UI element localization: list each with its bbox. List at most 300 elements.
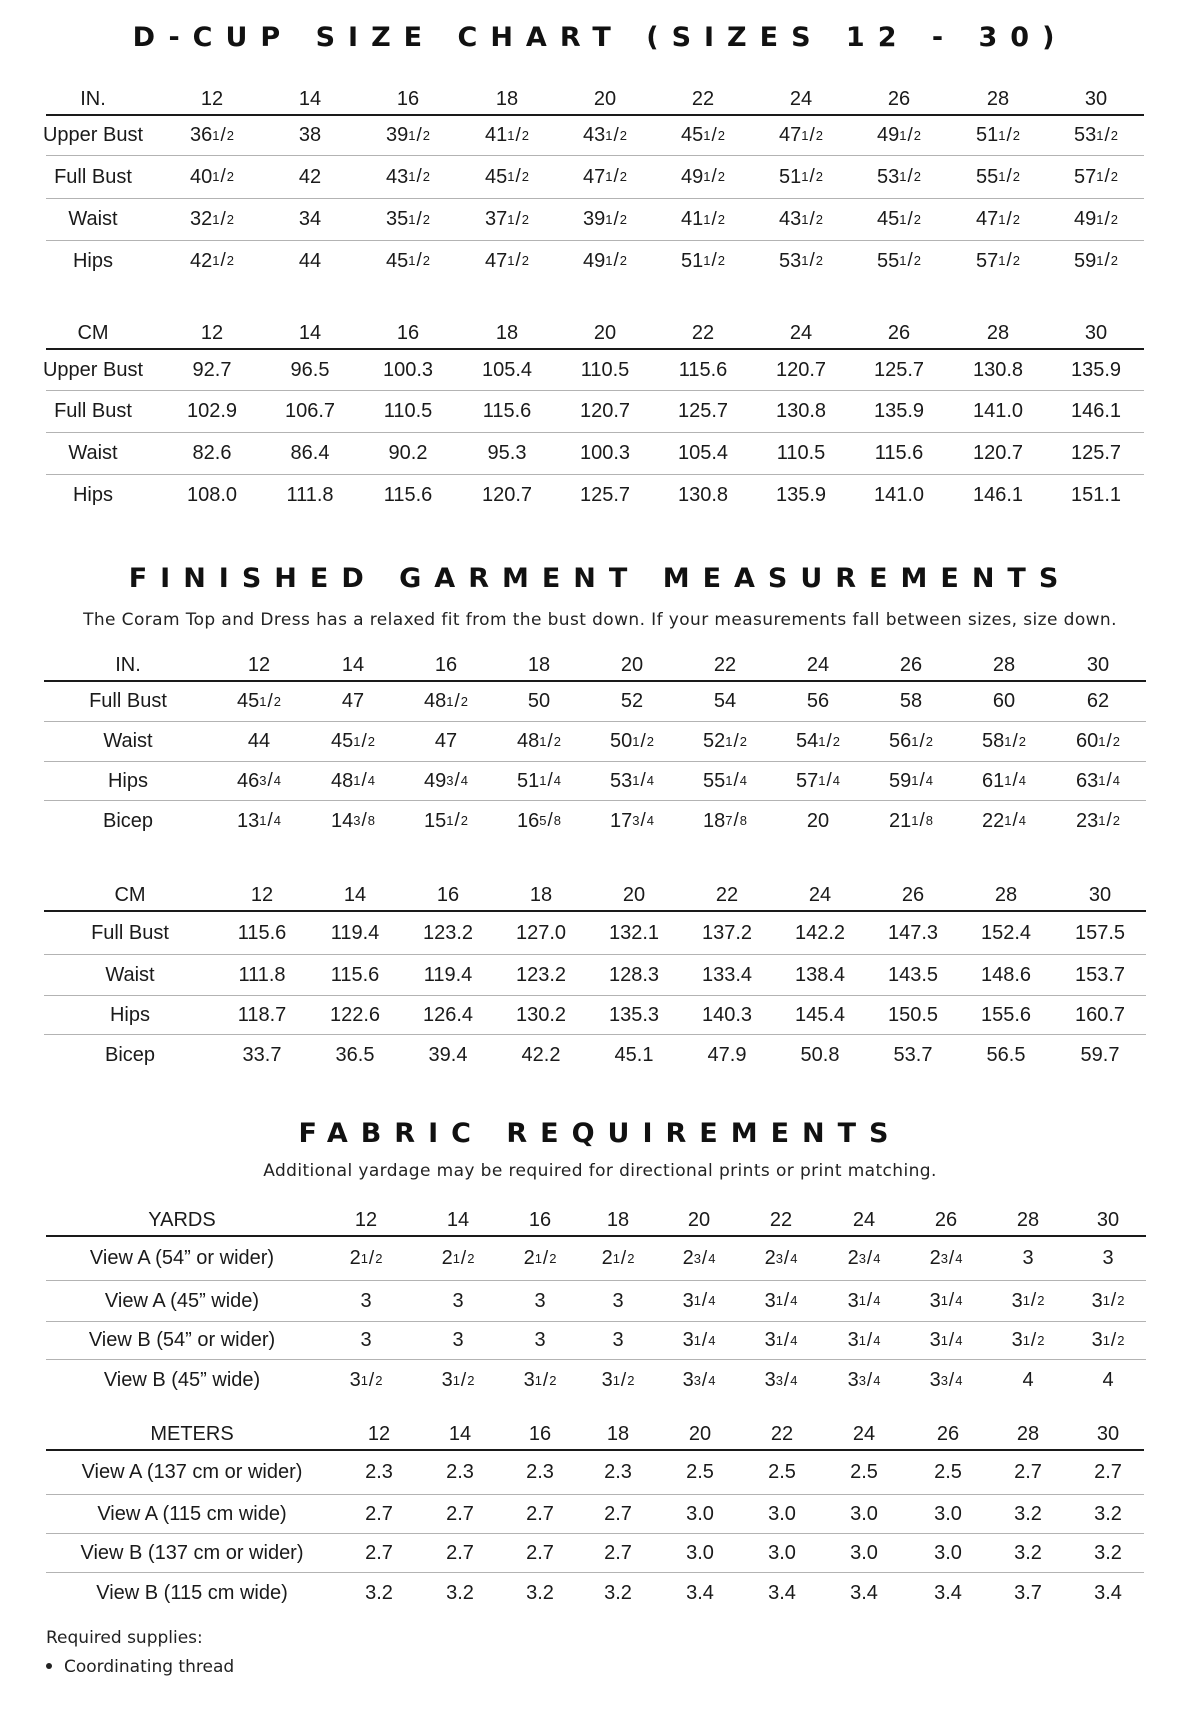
- value-cell: 122.6: [329, 1003, 381, 1026]
- value-cell: 2.7: [604, 1541, 632, 1564]
- size-header-cell: 14: [341, 653, 365, 676]
- table-row: [44, 682, 1146, 722]
- measurement-label-cell: Waist: [103, 730, 153, 752]
- value-cell: 110.5: [776, 442, 826, 464]
- value-cell: 41 1 / 2: [485, 124, 529, 146]
- value-cell: 125.7: [579, 483, 631, 506]
- value-cell: 59.7: [1080, 1043, 1120, 1066]
- value-cell: 125.7: [1070, 442, 1122, 464]
- size-header-cell: 12: [200, 87, 224, 110]
- value-cell: 2.5: [768, 1461, 796, 1483]
- value-cell: 115.6: [482, 400, 532, 422]
- value-cell: 145.4: [794, 1003, 846, 1026]
- value-cell: 135.3: [608, 1003, 660, 1026]
- garment-inches-table: [44, 650, 1146, 841]
- value-cell: 45 1 / 2: [485, 165, 529, 188]
- size-header-cell: 24: [806, 653, 830, 676]
- value-cell: 41 1 / 2: [681, 208, 725, 230]
- value-cell: 3.0: [686, 1502, 714, 1525]
- measurement-label-cell: Bicep: [102, 809, 154, 832]
- measurement-label-cell: Waist: [68, 208, 118, 230]
- value-cell: 130.8: [972, 358, 1024, 381]
- size-header-cell: 26: [887, 87, 911, 110]
- value-cell: 42 1 / 2: [190, 249, 234, 272]
- measurement-label-cell: Hips: [72, 483, 113, 506]
- value-cell: 22 1 / 4: [982, 809, 1026, 832]
- measurement-label-cell: View B (137 cm or wider): [80, 1541, 304, 1564]
- size-header-cell: 16: [396, 321, 420, 344]
- value-cell: 115.6: [383, 483, 433, 506]
- value-cell: 90.2: [388, 442, 428, 464]
- value-cell: 137.2: [701, 921, 753, 944]
- size-header-cell: 18: [529, 883, 553, 906]
- measurement-label-cell: Hips: [72, 249, 113, 272]
- value-cell: 49 1 / 2: [877, 124, 921, 146]
- fabric-meters-table: [46, 1419, 1144, 1613]
- value-cell: 102.9: [186, 400, 238, 422]
- value-cell: 3: [612, 1329, 624, 1351]
- value-cell: 2.3: [365, 1461, 393, 1483]
- size-header-cell: 20: [688, 1422, 712, 1445]
- supplies-item-text: Coordinating thread: [64, 1657, 235, 1677]
- size-chart-title: D-CUP SIZE CHART (SIZES 12 - 30): [132, 22, 1068, 53]
- unit-header-cell: METERS: [150, 1422, 234, 1445]
- measurement-label-cell: View B (54” or wider): [88, 1329, 276, 1351]
- value-cell: 3: [1022, 1247, 1034, 1269]
- table-row: [44, 955, 1146, 996]
- size-chart-cm-table: [42, 318, 1144, 515]
- size-header-cell: 22: [691, 87, 715, 110]
- value-cell: 2 1 / 2: [441, 1247, 475, 1269]
- value-cell: 43 1 / 2: [779, 208, 823, 230]
- value-cell: 47: [341, 690, 365, 712]
- value-cell: 105.4: [677, 442, 729, 464]
- measurement-label-cell: View A (45” wide): [104, 1289, 260, 1312]
- value-cell: 63 1 / 4: [1076, 769, 1120, 792]
- value-cell: 3.0: [934, 1541, 962, 1564]
- value-cell: 51 1 / 2: [779, 165, 823, 188]
- value-cell: 3.4: [850, 1581, 878, 1604]
- value-cell: 42: [298, 165, 322, 188]
- value-cell: 3.0: [850, 1502, 878, 1525]
- value-cell: 44: [247, 730, 271, 752]
- value-cell: 56.5: [986, 1043, 1026, 1066]
- value-cell: 55 1 / 4: [703, 769, 747, 792]
- table-header-row: [46, 84, 1144, 116]
- measurement-label-cell: View A (54” or wider): [89, 1247, 275, 1269]
- size-header-cell: 28: [994, 883, 1018, 906]
- size-header-cell: 14: [298, 87, 322, 110]
- measurement-label-cell: Full Bust: [91, 921, 169, 944]
- size-header-cell: 14: [298, 321, 322, 344]
- value-cell: 21 1 / 8: [889, 809, 933, 832]
- value-cell: 39.4: [428, 1043, 468, 1066]
- value-cell: 15 1 / 2: [424, 809, 468, 832]
- size-header-cell: 24: [789, 87, 813, 110]
- value-cell: 49 1 / 2: [1074, 208, 1118, 230]
- value-cell: 53 1 / 2: [1074, 124, 1118, 146]
- value-cell: 2 1 / 2: [523, 1247, 557, 1269]
- value-cell: 20: [806, 809, 830, 832]
- value-cell: 82.6: [192, 442, 232, 464]
- value-cell: 2.7: [365, 1541, 393, 1564]
- value-cell: 135.9: [1070, 358, 1122, 381]
- value-cell: 3.2: [1014, 1502, 1042, 1525]
- value-cell: 60 1 / 2: [1076, 730, 1120, 752]
- value-cell: 47.9: [707, 1043, 747, 1066]
- value-cell: 3.2: [1014, 1541, 1042, 1564]
- supplies-list-item: [46, 1657, 234, 1677]
- value-cell: 47: [434, 730, 458, 752]
- value-cell: 152.4: [980, 921, 1032, 944]
- value-cell: 58 1 / 2: [982, 730, 1026, 752]
- value-cell: 125.7: [873, 358, 925, 381]
- size-header-cell: 30: [1096, 1208, 1120, 1231]
- value-cell: 39 1 / 2: [386, 124, 430, 146]
- value-cell: 118.7: [237, 1003, 287, 1026]
- value-cell: 45 1 / 2: [877, 208, 921, 230]
- value-cell: 51 1 / 2: [976, 124, 1020, 146]
- size-header-cell: 24: [852, 1208, 876, 1231]
- value-cell: 141.0: [972, 400, 1024, 422]
- table-row: [46, 1573, 1144, 1613]
- table-row: [46, 156, 1144, 199]
- value-cell: 55 1 / 2: [976, 165, 1020, 188]
- value-cell: 3 3 / 4: [929, 1369, 963, 1391]
- size-header-cell: 26: [901, 883, 925, 906]
- value-cell: 110.5: [580, 358, 630, 381]
- value-cell: 3.7: [1014, 1581, 1042, 1604]
- size-header-cell: 18: [495, 87, 519, 110]
- value-cell: 48 1 / 2: [424, 690, 468, 712]
- value-cell: 86.4: [290, 442, 330, 464]
- size-header-cell: 24: [808, 883, 832, 906]
- table-row: [44, 762, 1146, 801]
- value-cell: 132.1: [608, 921, 660, 944]
- value-cell: 142.2: [794, 921, 846, 944]
- value-cell: 18 7 / 8: [703, 809, 747, 832]
- value-cell: 2.5: [850, 1461, 878, 1483]
- value-cell: 45.1: [614, 1043, 654, 1066]
- size-header-cell: 14: [446, 1208, 470, 1231]
- value-cell: 2.3: [446, 1461, 474, 1483]
- value-cell: 135.9: [775, 483, 827, 506]
- value-cell: 153.7: [1074, 963, 1126, 986]
- value-cell: 50.8: [800, 1043, 840, 1066]
- size-header-cell: 22: [770, 1422, 794, 1445]
- value-cell: 2 1 / 2: [349, 1247, 383, 1269]
- size-header-cell: 28: [986, 321, 1010, 344]
- value-cell: 2.7: [1014, 1461, 1042, 1483]
- value-cell: 3 1 / 4: [682, 1289, 716, 1312]
- value-cell: 16 5 / 8: [517, 809, 561, 832]
- table-row: [46, 391, 1144, 433]
- value-cell: 60: [992, 690, 1016, 712]
- value-cell: 3 1 / 2: [1091, 1329, 1125, 1351]
- value-cell: 138.4: [794, 963, 846, 986]
- supplies-label: Required supplies:: [46, 1628, 203, 1648]
- table-row: [44, 801, 1146, 841]
- value-cell: 115.6: [330, 963, 380, 986]
- value-cell: 92.7: [192, 358, 232, 381]
- value-cell: 13 1 / 4: [237, 809, 281, 832]
- value-cell: 48 1 / 2: [517, 730, 561, 752]
- fabric-yards-table: [46, 1205, 1146, 1401]
- size-header-cell: 20: [593, 87, 617, 110]
- value-cell: 111.8: [286, 483, 334, 506]
- value-cell: 14 3 / 8: [331, 809, 375, 832]
- size-header-cell: 22: [715, 883, 739, 906]
- measurement-label-cell: Full Bust: [54, 165, 132, 188]
- table-row: [46, 433, 1144, 475]
- value-cell: 130.2: [515, 1003, 567, 1026]
- value-cell: 3.0: [934, 1502, 962, 1525]
- size-header-cell: 12: [250, 883, 274, 906]
- size-header-cell: 24: [789, 321, 813, 344]
- value-cell: 62: [1086, 690, 1110, 712]
- value-cell: 140.3: [701, 1003, 753, 1026]
- value-cell: 50 1 / 2: [610, 730, 654, 752]
- value-cell: 34: [298, 208, 322, 230]
- table-row: [46, 1281, 1146, 1322]
- value-cell: 2 1 / 2: [601, 1247, 635, 1269]
- size-header-cell: 18: [495, 321, 519, 344]
- garment-cm-table: [44, 880, 1146, 1075]
- table-header-row: [44, 880, 1146, 912]
- value-cell: 3 1 / 2: [1091, 1289, 1125, 1312]
- value-cell: 3: [612, 1289, 624, 1312]
- value-cell: 57 1 / 2: [976, 249, 1020, 272]
- table-header-row: [46, 1205, 1146, 1237]
- value-cell: 38: [298, 124, 322, 146]
- value-cell: 2.7: [526, 1541, 554, 1564]
- value-cell: 3.4: [1094, 1581, 1122, 1604]
- size-header-cell: 30: [1086, 653, 1110, 676]
- value-cell: 123.2: [515, 963, 567, 986]
- value-cell: 133.4: [701, 963, 753, 986]
- value-cell: 2.7: [446, 1541, 474, 1564]
- size-header-cell: 28: [1016, 1208, 1040, 1231]
- value-cell: 47 1 / 2: [779, 124, 823, 146]
- value-cell: 115.6: [874, 442, 924, 464]
- value-cell: 52: [620, 690, 644, 712]
- value-cell: 147.3: [887, 921, 939, 944]
- table-row: [44, 1035, 1146, 1075]
- value-cell: 143.5: [887, 963, 939, 986]
- measurement-label-cell: Upper Bust: [42, 124, 144, 146]
- value-cell: 120.7: [775, 358, 827, 381]
- value-cell: 36.5: [335, 1043, 375, 1066]
- measurement-label-cell: Full Bust: [54, 400, 132, 422]
- size-header-cell: 22: [691, 321, 715, 344]
- value-cell: 54 1 / 2: [796, 730, 840, 752]
- size-header-cell: 16: [436, 883, 460, 906]
- table-row: [46, 1322, 1146, 1360]
- value-cell: 130.8: [775, 400, 827, 422]
- value-cell: 120.7: [972, 442, 1024, 464]
- size-header-cell: 12: [354, 1208, 378, 1231]
- value-cell: 123.2: [422, 921, 474, 944]
- measurement-label-cell: Full Bust: [89, 690, 167, 712]
- value-cell: 3: [534, 1289, 546, 1312]
- value-cell: 3.0: [768, 1502, 796, 1525]
- unit-header-cell: IN.: [115, 653, 141, 676]
- value-cell: 120.7: [481, 483, 533, 506]
- value-cell: 115.6: [237, 921, 287, 944]
- size-header-cell: 26: [934, 1208, 958, 1231]
- table-row: [46, 1360, 1146, 1401]
- value-cell: 155.6: [980, 1003, 1032, 1026]
- value-cell: 119.4: [423, 963, 473, 986]
- value-cell: 2 3 / 4: [682, 1247, 716, 1269]
- size-header-cell: 22: [769, 1208, 793, 1231]
- table-row: [46, 1451, 1144, 1495]
- value-cell: 157.5: [1074, 921, 1126, 944]
- unit-header-cell: CM: [114, 883, 146, 906]
- value-cell: 2.5: [686, 1461, 714, 1483]
- size-chart-inches-table: [42, 84, 1144, 281]
- value-cell: 35 1 / 2: [386, 208, 430, 230]
- value-cell: 46 3 / 4: [237, 769, 281, 792]
- unit-header-cell: CM: [77, 321, 109, 344]
- value-cell: 39 1 / 2: [583, 208, 627, 230]
- size-header-cell: 16: [528, 1208, 552, 1231]
- measurement-label-cell: View B (115 cm wide): [96, 1581, 288, 1604]
- value-cell: 2.7: [526, 1502, 554, 1525]
- measurement-label-cell: View B (45” wide): [103, 1369, 261, 1391]
- value-cell: 3 1 / 4: [764, 1329, 798, 1351]
- table-row: [46, 241, 1144, 281]
- value-cell: 126.4: [422, 1003, 474, 1026]
- fabric-requirements-subtitle: Additional yardage may be required for directional prints or print matching.: [263, 1161, 937, 1181]
- value-cell: 96.5: [290, 358, 330, 381]
- size-header-cell: 20: [687, 1208, 711, 1231]
- measurement-label-cell: Upper Bust: [42, 358, 144, 381]
- value-cell: 3.2: [1094, 1541, 1122, 1564]
- value-cell: 3 1 / 4: [929, 1289, 963, 1312]
- value-cell: 146.1: [1070, 400, 1122, 422]
- table-header-row: [46, 1419, 1144, 1451]
- value-cell: 106.7: [284, 400, 336, 422]
- value-cell: 95.3: [487, 442, 527, 464]
- size-header-cell: 24: [852, 1422, 876, 1445]
- table-row: [44, 722, 1146, 762]
- value-cell: 53 1 / 4: [610, 769, 654, 792]
- value-cell: 49 1 / 2: [681, 165, 725, 188]
- size-header-cell: 28: [986, 87, 1010, 110]
- value-cell: 150.5: [887, 1003, 939, 1026]
- value-cell: 108.0: [186, 483, 238, 506]
- size-header-cell: 22: [713, 653, 737, 676]
- unit-header-cell: YARDS: [148, 1208, 216, 1231]
- value-cell: 58: [899, 690, 923, 712]
- value-cell: 44: [298, 249, 322, 272]
- value-cell: 3 1 / 4: [847, 1289, 881, 1312]
- value-cell: 3 1 / 2: [441, 1369, 475, 1391]
- value-cell: 3.2: [446, 1581, 474, 1604]
- value-cell: 45 1 / 2: [681, 124, 725, 146]
- size-header-cell: 28: [1016, 1422, 1040, 1445]
- value-cell: 40 1 / 2: [190, 165, 234, 188]
- value-cell: 3 3 / 4: [682, 1369, 716, 1391]
- value-cell: 111.8: [238, 963, 286, 986]
- value-cell: 53.7: [893, 1043, 933, 1066]
- value-cell: 3 1 / 4: [682, 1329, 716, 1351]
- size-header-cell: 20: [620, 653, 644, 676]
- size-header-cell: 16: [396, 87, 420, 110]
- value-cell: 115.6: [678, 358, 728, 381]
- value-cell: 148.6: [980, 963, 1032, 986]
- value-cell: 57 1 / 2: [1074, 165, 1118, 188]
- size-header-cell: 18: [527, 653, 551, 676]
- value-cell: 2 3 / 4: [847, 1247, 881, 1269]
- value-cell: 130.8: [677, 483, 729, 506]
- value-cell: 2.7: [365, 1502, 393, 1525]
- size-header-cell: 18: [606, 1422, 630, 1445]
- size-header-cell: 20: [593, 321, 617, 344]
- value-cell: 3.2: [1094, 1502, 1122, 1525]
- size-header-cell: 16: [528, 1422, 552, 1445]
- value-cell: 2.7: [1094, 1461, 1122, 1483]
- value-cell: 3 1 / 4: [847, 1329, 881, 1351]
- value-cell: 45 1 / 2: [331, 730, 375, 752]
- bullet-icon: [46, 1663, 52, 1669]
- fabric-requirements-title: FABRIC REQUIREMENTS: [298, 1118, 902, 1149]
- garment-measurements-subtitle: The Coram Top and Dress has a relaxed fit from the bust down. If your measurements fall between sizes, size down.: [83, 610, 1117, 630]
- garment-measurements-title: FINISHED GARMENT MEASUREMENTS: [128, 563, 1072, 594]
- value-cell: 59 1 / 2: [1074, 249, 1118, 272]
- value-cell: 54: [713, 690, 737, 712]
- value-cell: 51 1 / 4: [517, 769, 561, 792]
- measurement-label-cell: View A (115 cm wide): [97, 1502, 287, 1525]
- table-row: [42, 350, 1144, 391]
- value-cell: 127.0: [515, 921, 567, 944]
- value-cell: 100.3: [382, 358, 434, 381]
- size-header-cell: 30: [1096, 1422, 1120, 1445]
- size-header-cell: 26: [899, 653, 923, 676]
- value-cell: 59 1 / 4: [889, 769, 933, 792]
- value-cell: 105.4: [481, 358, 533, 381]
- value-cell: 3.4: [768, 1581, 796, 1604]
- value-cell: 160.7: [1074, 1003, 1126, 1026]
- value-cell: 3 1 / 4: [929, 1329, 963, 1351]
- value-cell: 2.7: [446, 1502, 474, 1525]
- table-row: [44, 996, 1146, 1035]
- value-cell: 17 3 / 4: [610, 809, 654, 832]
- value-cell: 110.5: [383, 400, 433, 422]
- value-cell: 23 1 / 2: [1076, 809, 1120, 832]
- value-cell: 3: [452, 1289, 464, 1312]
- value-cell: 52 1 / 2: [703, 730, 747, 752]
- size-header-cell: 28: [992, 653, 1016, 676]
- value-cell: 3.0: [686, 1541, 714, 1564]
- value-cell: 125.7: [677, 400, 729, 422]
- value-cell: 53 1 / 2: [779, 249, 823, 272]
- table-header-row: [46, 318, 1144, 350]
- size-header-cell: 30: [1084, 87, 1108, 110]
- measurement-label-cell: Waist: [105, 963, 155, 986]
- value-cell: 3: [452, 1329, 464, 1351]
- value-cell: 3: [1102, 1247, 1114, 1269]
- value-cell: 135.9: [873, 400, 925, 422]
- size-header-cell: 12: [247, 653, 271, 676]
- value-cell: 3 1 / 2: [523, 1369, 557, 1391]
- value-cell: 2.5: [934, 1461, 962, 1483]
- value-cell: 55 1 / 2: [877, 249, 921, 272]
- value-cell: 146.1: [972, 483, 1024, 506]
- size-header-cell: 14: [448, 1422, 472, 1445]
- size-header-cell: 12: [200, 321, 224, 344]
